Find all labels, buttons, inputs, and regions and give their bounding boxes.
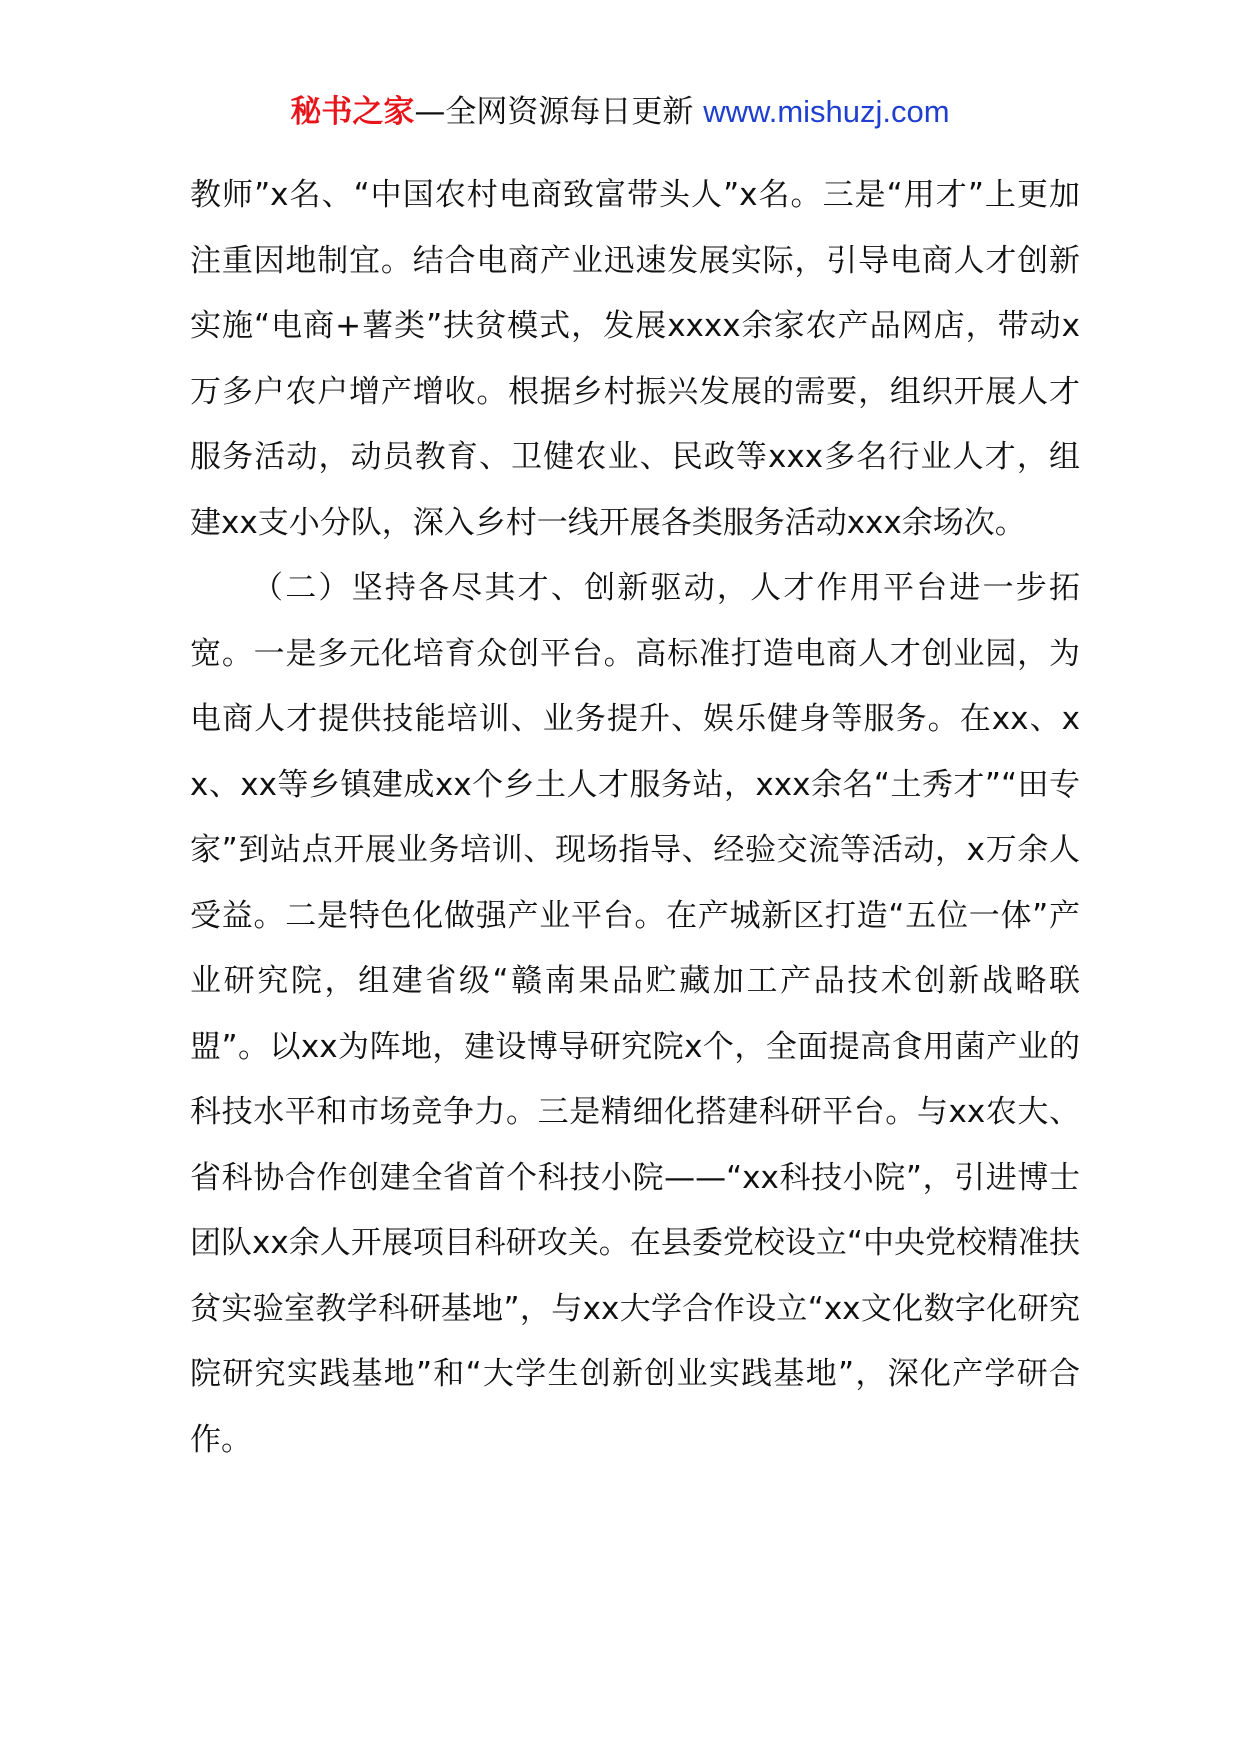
site-url[interactable]: www.mishuzj.com [703,94,950,129]
paragraph-section-2: （二）坚持各尽其才、创新驱动，人才作用平台进一步拓宽。一是多元化培育众创平台。高标准打造电商人才创业园，为电商人才提供技能培训、业务提升、娱乐健身等服务。在xx、xx、xx等乡镇建成xx个乡土人才服务站，xxx余名“土秀才”“田专家”到站点开展业务培训、现场指导、经验交流等活动，x万余人受益。二是特色化做强产业平台。在产城新区打造“五位一体”产业研究院，组建省级“赣南果品贮藏加工产品技术创新战略联盟”。以xx为阵地，建设博导研究院x个，全面提高食用菌产业的科技水平和市场竞争力。三是精细化搭建科研平台。与xx农大、省科协合作创建全省首个科技小院——“xx科技小院”，引进博士团队xx余人开展项目科研攻关。在县委党校设立“中央党校精准扶贫实验室教学科研基地”，与xx大学合作设立“xx文化数字化研究院研究实践基地”和“大学生创新创业实践基地”，深化产学研合作。 [190,570,1080,1458]
document-body [190,163,1080,1473]
header-tagline: —全网资源每日更新 [414,94,694,130]
watermark-header [0,92,1240,132]
paragraph-continuation: 教师”x名、“中国农村电商致富带头人”x名。三是“用才”上更加注重因地制宜。结合电商产业迅速发展实际，引导电商人才创新实施“电商+薯类”扶贫模式，发展xxxx余家农产品网店，带动x万多户农户增产增收。根据乡村振兴发展的需要，组织开展人才服务活动，动员教育、卫健农业、民政等xxx多名行业人才，组建xx支小分队，深入乡村一线开展各类服务活动xxx余场次。 [190,177,1080,541]
brand-name: 秘书之家 [290,94,415,130]
